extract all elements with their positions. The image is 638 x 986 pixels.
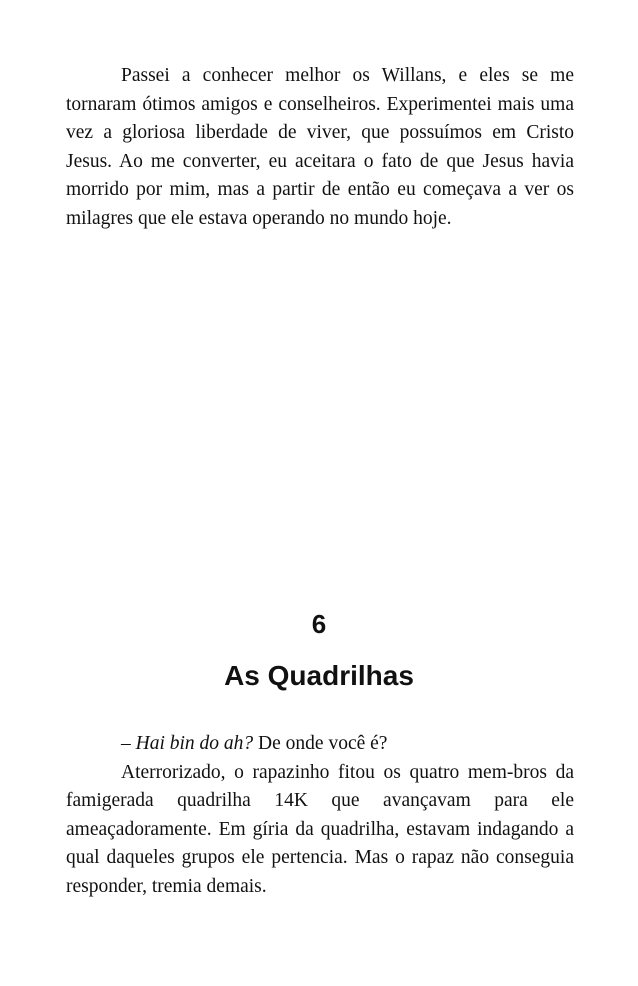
body-paragraph: Aterrorizado, o rapazinho fitou os quatro mem-bros da famigerada quadrilha 14K que avançavam para ele ameaçadoramente. Em gíria da quadrilha, estavam indagando a qual daqueles grupos ele pertencia. Mas o rapaz não conseguia responder, tremia demais. — [66, 761, 574, 897]
dialogue-dash: – — [121, 733, 131, 754]
chapter-text-block — [66, 730, 574, 902]
intro-paragraph: Passei a conhecer melhor os Willans, e eles se me tornaram ótimos amigos e conselheiros. Experimentei mais uma vez a gloriosa liberdade de viver, que possuímos em Cristo Jesus. Ao me converter, eu aceitara o fato de que Jesus havia morrido por mim, mas a partir de então eu começava a ver os milagres que ele estava operando no mundo hoje. — [66, 65, 574, 229]
dialogue-translation: De onde você é? — [258, 733, 388, 754]
intro-text-block — [66, 62, 574, 234]
dialogue-paragraph — [66, 730, 574, 759]
dialogue-italic-text: Hai bin do ah? — [135, 733, 254, 754]
chapter-number: 6 — [311, 609, 327, 639]
chapter-title: As Quadrilhas — [224, 660, 414, 691]
